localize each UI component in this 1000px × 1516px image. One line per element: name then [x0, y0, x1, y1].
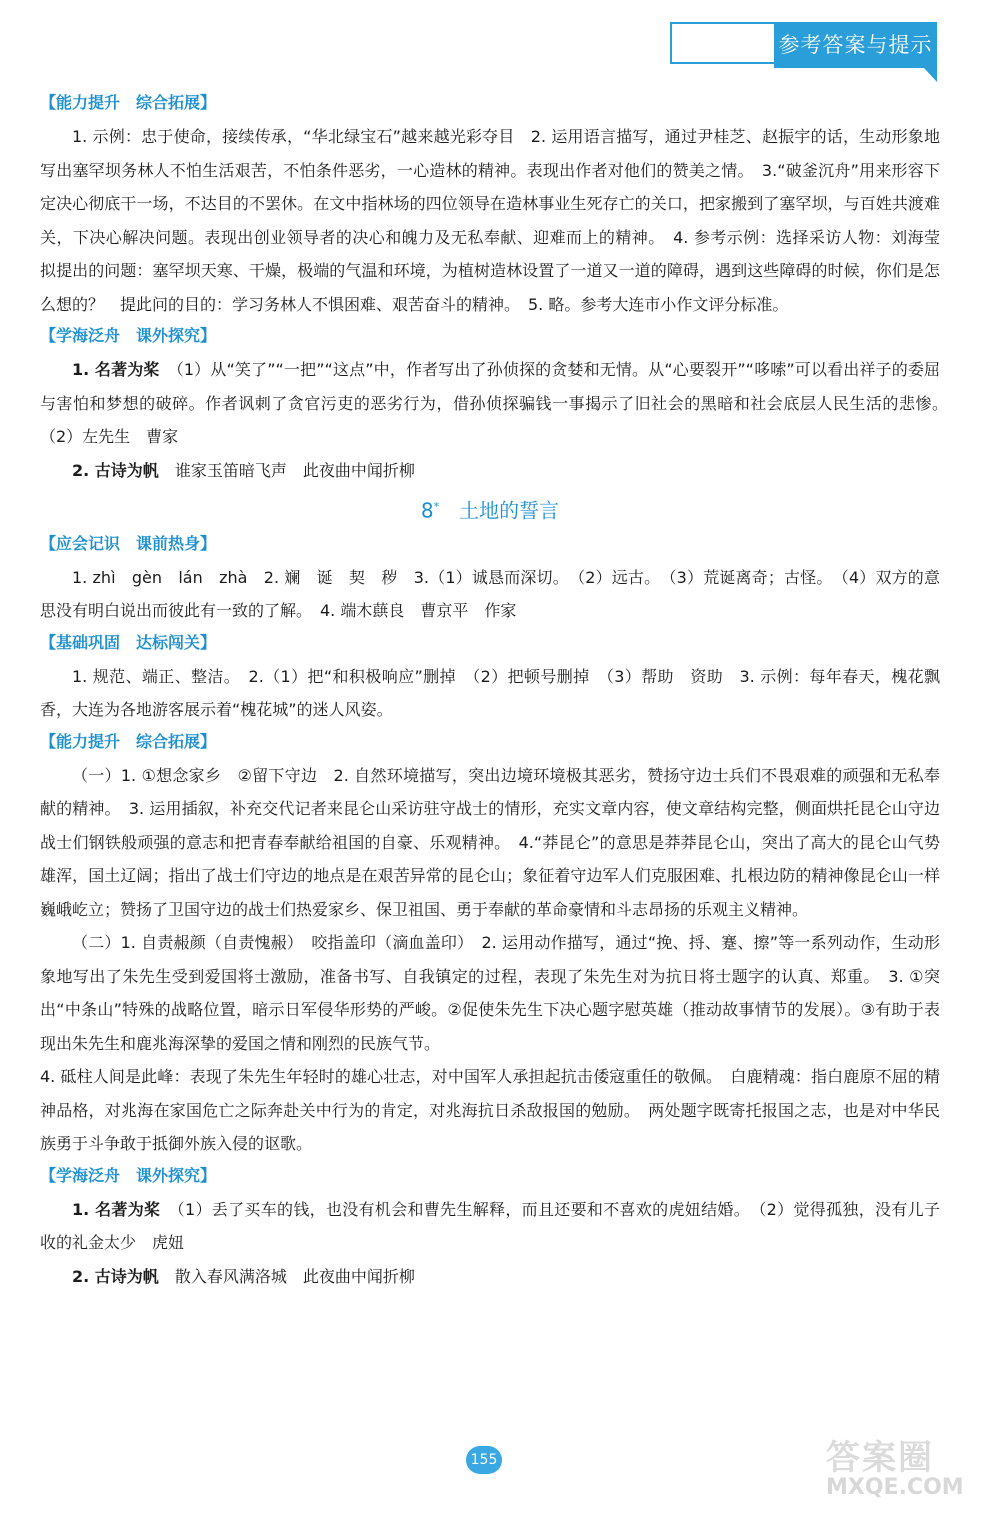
answer-paragraph — [40, 353, 957, 454]
answer-content — [40, 88, 957, 1293]
item-label: 2. 古诗为帆 — [72, 460, 159, 480]
section-heading: 【学海泛舟 课外探究】 — [40, 1165, 217, 1185]
section-heading: 【应会记识 课前热身】 — [40, 533, 217, 553]
section-heading: 【基础巩固 达标闯关】 — [40, 632, 217, 652]
item-label: 2. 古诗为帆 — [72, 1266, 159, 1286]
answer-paragraph — [40, 454, 940, 488]
answer-paragraph: （一）1. ①想念家乡 ②留下守边 2. 自然环境描写，突出边境环境极其恶劣，赞扬守边士兵们不畏艰难的顽强和无私奉献的精神。 3. 运用插叙，补充交代记者来昆仑山采访驻守战士的情形，充实文章内容，使文章结构完整，侧面烘托昆仑山守边战士们钢铁般顽强的意志和把青春奉献给祖国的自豪、乐观精神。 4.“莽昆仑”的意思是莽莽昆仑山，突出了高大的昆仑山气势雄浑，国土辽阔；指出了战士们守边的地点是在艰苦异常的昆仑山；象征着守边军人们克服困难、扎根边防的精神像昆仑山一样巍峨屹立；赞扬了卫国守边的战士们热爱家乡、保卫祖国、勇于奉献的革命豪情和斗志昂扬的乐观主义精神。 — [40, 765, 940, 919]
lesson-number: 8 — [420, 498, 434, 523]
answer-paragraph — [40, 1260, 940, 1294]
header-banner-tail — [774, 68, 937, 82]
item-label: 1. 名著为桨 — [72, 360, 160, 379]
item-text: 散入春风满洛城 此夜曲中闻折柳 — [174, 1266, 415, 1286]
item-text: （1）丢了买车的钱，也没有机会和曹先生解释，而且还要和不喜欢的虎妞结婚。 （2）觉得孤独，没有儿子 收的礼金太少 虎妞 — [40, 1199, 956, 1253]
header-banner — [774, 22, 937, 68]
item-text: 谁家玉笛暗飞声 此夜曲中闻折柳 — [174, 460, 415, 480]
page-number: 155 — [466, 1446, 502, 1474]
section-heading: 【能力提升 综合拓展】 — [40, 731, 217, 751]
lesson-mark: * — [433, 500, 440, 513]
section-heading: 【能力提升 综合拓展】 — [40, 93, 217, 112]
watermark — [826, 1430, 996, 1510]
answer-paragraph: 4. 砥柱人间是此峰：表现了朱先生年轻时的雄心壮志，对中国军人承担起抗击倭寇重任的敬佩。 白鹿精魂：指白鹿原不屈的精神品格，对兆海在家国危亡之际奔赴关中行为的肯定，对兆海抗日杀敌报国的勉励。 两处题字既寄托报国之志，也是对中华民族勇于斗争敢于抵御外族入侵的讴歌。 — [40, 1067, 940, 1154]
answer-paragraph: 1. zhì gèn lán zhà 2. 斓 诞 契 秽 3.（1）诚恳而深切。 （2）远古。 （3）荒诞离奇；古怪。 （4）双方的意思没有明白说出而彼此有一致的了解。 4. 端木蕻良 曹京平 作家 — [40, 567, 940, 621]
lesson-name: 土地的誓言 — [459, 498, 560, 523]
answer-paragraph: 1. 示例：忠于使命，接续传承，“华北绿宝石”越来越光彩夺目 2. 运用语言描写，通过尹桂芝、赵振宇的话，生动形象地写出塞罕坝务林人不怕生活艰苦，不怕条件恶劣，一心造林的精神。表现出作者对他们的赞美之情。 3.“破釜沉舟”用来形容下定决心彻底干一场，不达目的不罢休。在文中指林场的四位领导在造林事业生死存亡的关口，把家搬到了塞罕坝，与百姓共渡难关，下决心解决问题。表现出创业领导者的决心和魄力及无私奉献、迎难而上的精神。 4. 参考示例：选择采访人物：刘海莹 拟提出的问题：塞罕坝天寒、干燥，极端的气温和环境，为植树造林设置了一道又一道的障碍，遇到这些障碍的时候，你们是怎么想的？ 提此问的目的：学习务林人不惧困难、艰苦奋斗的精神。 5. 略。参考大连市小作文评分标准。 — [40, 127, 957, 314]
section-heading: 【学海泛舟 课外探究】 — [40, 326, 217, 345]
watermark-logo: 答案圈 — [826, 1438, 934, 1478]
header-tab-outline — [670, 22, 774, 64]
header-title: 参考答案与提示 — [778, 33, 933, 57]
answer-paragraph: （二）1. 自责赧颜（自责愧赧） 咬指盖印（滴血盖印） 2. 运用动作描写，通过“挽、捋、蹇、擦”等一系列动作，生动形象地写出了朱先生受到爱国将士激励，准备书写、自我镇定的过程，表现了朱先生对为抗日将士题字的认真、郑重。 3. ①突出“中条山”特殊的战略位置，暗示日军侵华形势的严峻。②促使朱先生下决心题字慰英雄（推动故事情节的发展）。③有助于表现出朱先生和鹿兆海深挚的爱国之情和刚烈的民族气节。 — [40, 933, 940, 1053]
lesson-title — [40, 489, 940, 529]
answer-paragraph — [40, 1193, 956, 1260]
watermark-url: MXQE.COM — [826, 1475, 964, 1500]
answer-paragraph: 1. 规范、端正、整洁。 2.（1）把“和积极响应”删掉 （2）把顿号删掉 （3）帮助 资助 3. 示例：每年春天，槐花飘香，大连为各地游客展示着“槐花城”的迷人风姿。 — [40, 666, 940, 720]
item-label: 1. 名著为桨 — [72, 1199, 161, 1219]
item-text: （1）从“笑了”“一把”“这点”中，作者写出了孙侦探的贪婪和无情。从“心要裂开”“哆嗦”可以看出祥子的委屈与害怕和梦想的破碎。作者讽刺了贪官污吏的恶劣行为，借孙侦探骗钱一事揭示了旧社会的黑暗和社会底层人民生活的悲惨。 （2）左先生 曹家 — [40, 360, 957, 446]
